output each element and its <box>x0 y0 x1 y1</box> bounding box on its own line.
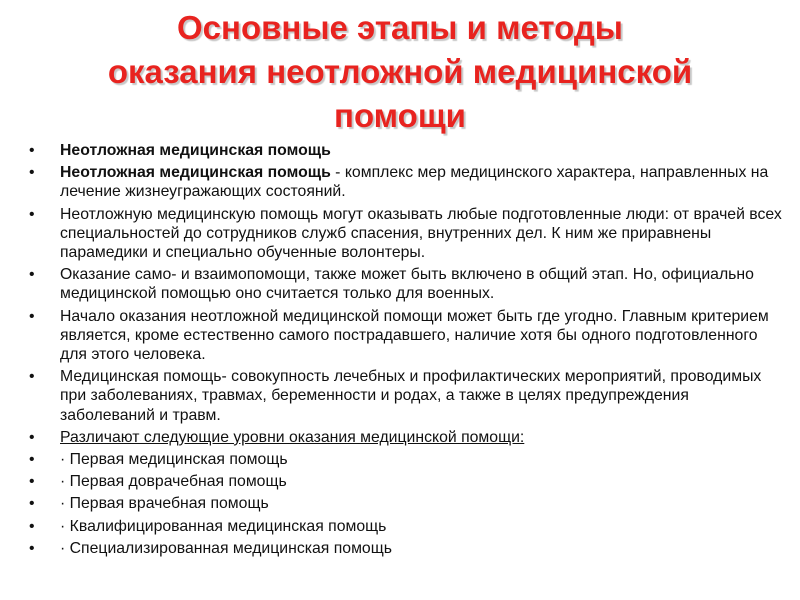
level-item: · Первая медицинская помощь <box>60 451 288 469</box>
bullet-item <box>29 367 784 425</box>
definition-term: Неотложная медицинская помощь <box>60 164 331 182</box>
bullet-heading: Неотложная медицинская помощь <box>60 142 331 159</box>
bullet-marker: • <box>29 205 35 223</box>
title-line-3: помощи <box>334 97 466 134</box>
bullet-item <box>29 472 784 491</box>
level-item: · Квалифицированная медицинская помощь <box>60 517 387 535</box>
bullet-text: Медицинская помощь- совокупность лечебных и профилактических мероприятий, проводимых при заболеваниях, травмах, беременности и родах, а также в целях предупреждения заболеваний и травм. <box>60 368 762 424</box>
bullet-marker: • <box>29 142 35 159</box>
definition-text: - комплекс мер медицинского характера, направленных на лечение жизнеугражающих состояний. <box>60 164 769 201</box>
bullet-marker: • <box>29 428 35 446</box>
bullet-text: Начало оказания неотложной медицинской помощи может быть где угодно. Главным критерием является, кроме естественно самого пострадавшего, наличие хотя бы одного подготовленного для этого человека. <box>60 307 769 364</box>
level-item: · Первая врачебная помощь <box>60 495 269 513</box>
bullet-item <box>29 265 784 303</box>
bullet-marker: • <box>29 539 35 557</box>
bullet-text: Оказание само- и взаимопомощи, также может быть включено в общий этап. Но, официально медицинской помощью оно считается только для военных. <box>60 266 754 303</box>
bullet-marker: • <box>29 307 35 325</box>
bullet-item <box>29 517 784 536</box>
level-item: · Специализированная медицинская помощь <box>60 539 392 557</box>
bullet-list <box>29 141 784 561</box>
levels-heading: Различают следующие уровни оказания медицинской помощи: <box>60 428 525 446</box>
bullet-item <box>29 205 784 263</box>
bullet-item <box>29 428 784 447</box>
bullet-item <box>29 539 784 558</box>
bullet-marker: • <box>29 473 35 491</box>
bullet-marker: • <box>29 451 35 469</box>
bullet-text: Неотложную медицинскую помощь могут оказывать любые подготовленные люди: от врачей всех специальностей до сотрудников служб спасения, внутренних дел. К ним же приравнены парамедики и специально обученные волонтеры. <box>60 205 782 262</box>
bullet-item <box>29 163 784 201</box>
bullet-item <box>29 494 784 513</box>
bullet-marker: • <box>29 164 35 182</box>
slide-title <box>40 6 760 138</box>
title-line-1: Основные этапы и методы <box>177 9 623 46</box>
bullet-item <box>29 450 784 469</box>
bullet-marker: • <box>29 368 35 386</box>
bullet-marker: • <box>29 517 35 535</box>
bullet-marker: • <box>29 495 35 513</box>
bullet-item <box>29 307 784 365</box>
bullet-marker: • <box>29 266 35 284</box>
bullet-item <box>29 141 784 160</box>
title-line-2: оказания неотложной медицинской <box>107 53 693 90</box>
level-item: · Первая доврачебная помощь <box>60 473 287 491</box>
